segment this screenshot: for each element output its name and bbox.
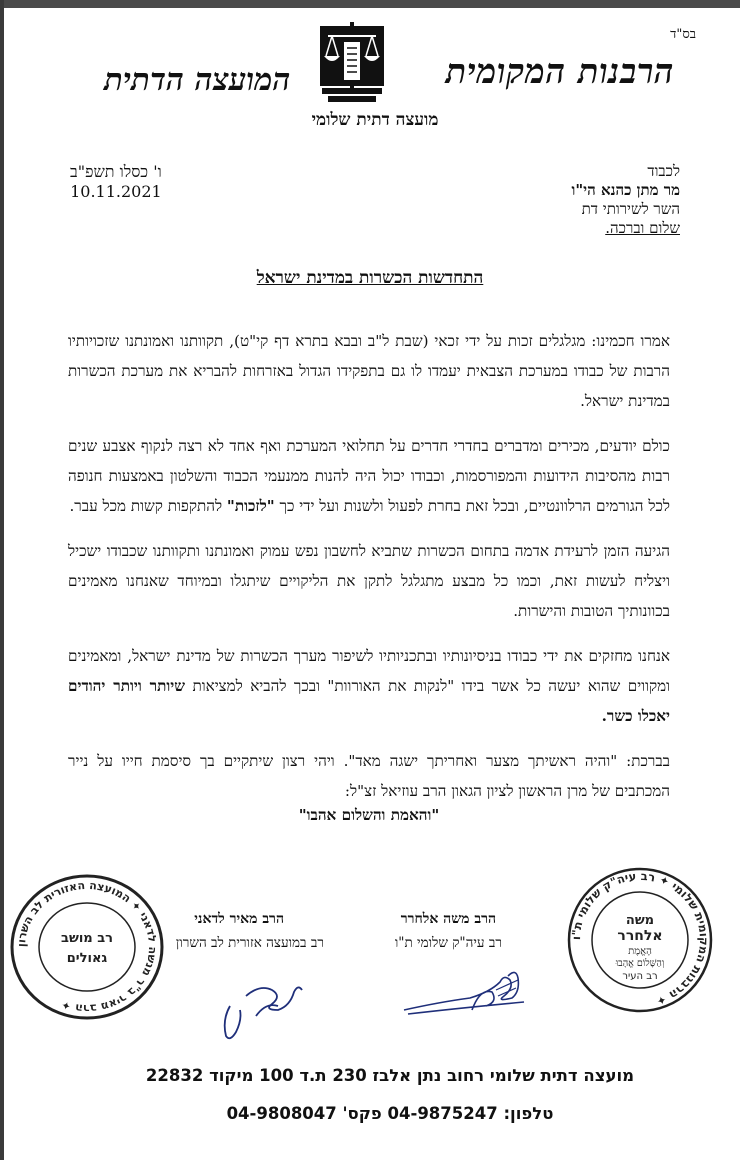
- paragraph-2-text: כולם יודעים, מכירים ומדברים בחדרי חדרים על תחלואי המערכת ואף אחד לא רצה לנקוף אצבע שנים רבות מהסיבות הידועות והמפורסמות, וכבודו יכול היה להנות ממנעמי הכבוד והשלטון באמצעות חנופה לכל הגורמים הרלוונטיים, ובכל זאת בחרת לפעול ולשנות ועל ידי כך: [68, 437, 670, 515]
- signature-right: [400, 962, 530, 1022]
- left-stamp-line-1: רב מושב: [61, 931, 113, 946]
- paragraph-4-text: אנחנו מחזקים את ידי כבודו בניסיונותיו ובתכניותיו לשיפור מערך הכשרות של מדינת ישראל, ומאמינים ומקווים שהוא יעשה כל אשר בידו "לנקות את האורוות" ובכך להביא למציאות: [68, 647, 670, 695]
- top-border: [0, 0, 740, 8]
- signature-left: [216, 976, 308, 1044]
- footer-address: מועצה דתית שלומי רחוב נתן אלבז 230 ת.ד 100 מיקוד 22832: [145, 1066, 635, 1085]
- right-stamp-line-4: וְהַשָּׁלוֹם אֱהָבוּ: [615, 958, 665, 969]
- left-stamp-line-2: גאולים: [66, 951, 108, 966]
- letter-body: [68, 326, 670, 845]
- council-title: המועצה הדתית: [104, 62, 291, 98]
- signer-left-title: רב במועצה אזורית לב השרון: [175, 935, 324, 951]
- rabbinate-stamp-right: [566, 866, 714, 1014]
- paragraph-2: [68, 431, 670, 521]
- salutation: לכבוד: [647, 162, 680, 180]
- closing-quote: "והאמת והשלום אהבו": [298, 806, 440, 824]
- date-block: [70, 162, 162, 202]
- council-subtitle: מועצה דתית שלומי: [311, 110, 439, 130]
- scales-of-justice-logo: [318, 22, 386, 106]
- recipient-name: מר מתן כהנא הי"ו: [571, 181, 680, 199]
- right-stamp-line-1: משה: [625, 913, 655, 928]
- paragraph-4-emphasis: שיותר ויותר יהודים יאכלו כשר.: [68, 677, 670, 725]
- rabbi-stamp-left: [8, 872, 166, 1022]
- paragraph-2-end: להתקפות קשות מכל עבר.: [69, 497, 227, 515]
- signer-left-name: הרב מאיר לדאני: [194, 911, 284, 927]
- left-border: [0, 0, 4, 1160]
- bsd-mark: בס"ד: [670, 27, 696, 42]
- recipient-block: [572, 162, 680, 238]
- paragraph-5: בברכת: "והיה ראשיתך מצער ואחריתך ישגה מאד". ויהי רצון שיתקיים בך סיסמת חייו על נייר המכתבים של מרן הראשון לציון הגאון הרב עוזיאל זצ"ל:: [68, 752, 670, 800]
- right-stamp-line-2: אלחרר: [617, 928, 663, 944]
- rabbinate-title: הרבנות המקומית: [445, 52, 674, 92]
- paragraph-3: הגיעה הזמן לרעידת אדמה בתחום הכשרות שתביא לחשבון נפש עמוק ואמונתנו ותקוותנו שכבודו ישכיל ויצליח לעשות זאת, וכמו כל מבצע מתגלגל לתקן את הליקויים שיתגלו ובמיוחד שאנחנו מאמינים בכוונותיך הטובות והישרות.: [68, 542, 670, 620]
- letter-subject: התחדשות הכשרות במדינת ישראל: [256, 268, 484, 288]
- right-stamp-line-3: הָאֱמֶת: [628, 946, 652, 957]
- recipient-role: השר לשירותי דת: [581, 200, 680, 218]
- hebrew-date: ו' כסלו תשפ"ב: [70, 162, 162, 181]
- footer-phones: טלפון: 04-9875247 פקס' 04-9808047: [226, 1104, 554, 1123]
- signer-right-name: הרב משה אלחרר: [400, 911, 496, 927]
- right-stamp-ring-text: הרבנות המקומית שלומי ✦ רב עיה"ק שלומי ת"ו ✦: [568, 868, 712, 1009]
- paragraph-1: אמרו חכמינו: מגלגלים זכות על ידי זכאי (שבת ל"ב ובבא בתרא דף קי"ט), תקוותנו ואמונתנו שזכויותיו הרבות של כבודו במערכת הצבאית יעמדו לו גם בתפקידו הגדול באזרחות להבריא את מערכת הכשרות במדינת ישראל.: [68, 332, 670, 410]
- svg-text:הרב מאיר ב"ר מנשה לדאני ✦ המוע: [15, 879, 159, 1015]
- paragraph-4: [68, 641, 670, 731]
- left-stamp-ring-text: הרב מאיר ב"ר מנשה לדאני ✦ המועצה האזורית לב השרון ✦: [14, 878, 160, 1016]
- right-stamp-line-5: רב העיר: [622, 971, 658, 982]
- signer-right-title: רב עיה"ק שלומי ת"ו: [394, 935, 502, 951]
- gregorian-date: 10.11.2021: [70, 182, 162, 201]
- greeting: שלום וברכה.: [605, 219, 680, 237]
- paragraph-2-emphasis: "לזכות": [226, 497, 275, 515]
